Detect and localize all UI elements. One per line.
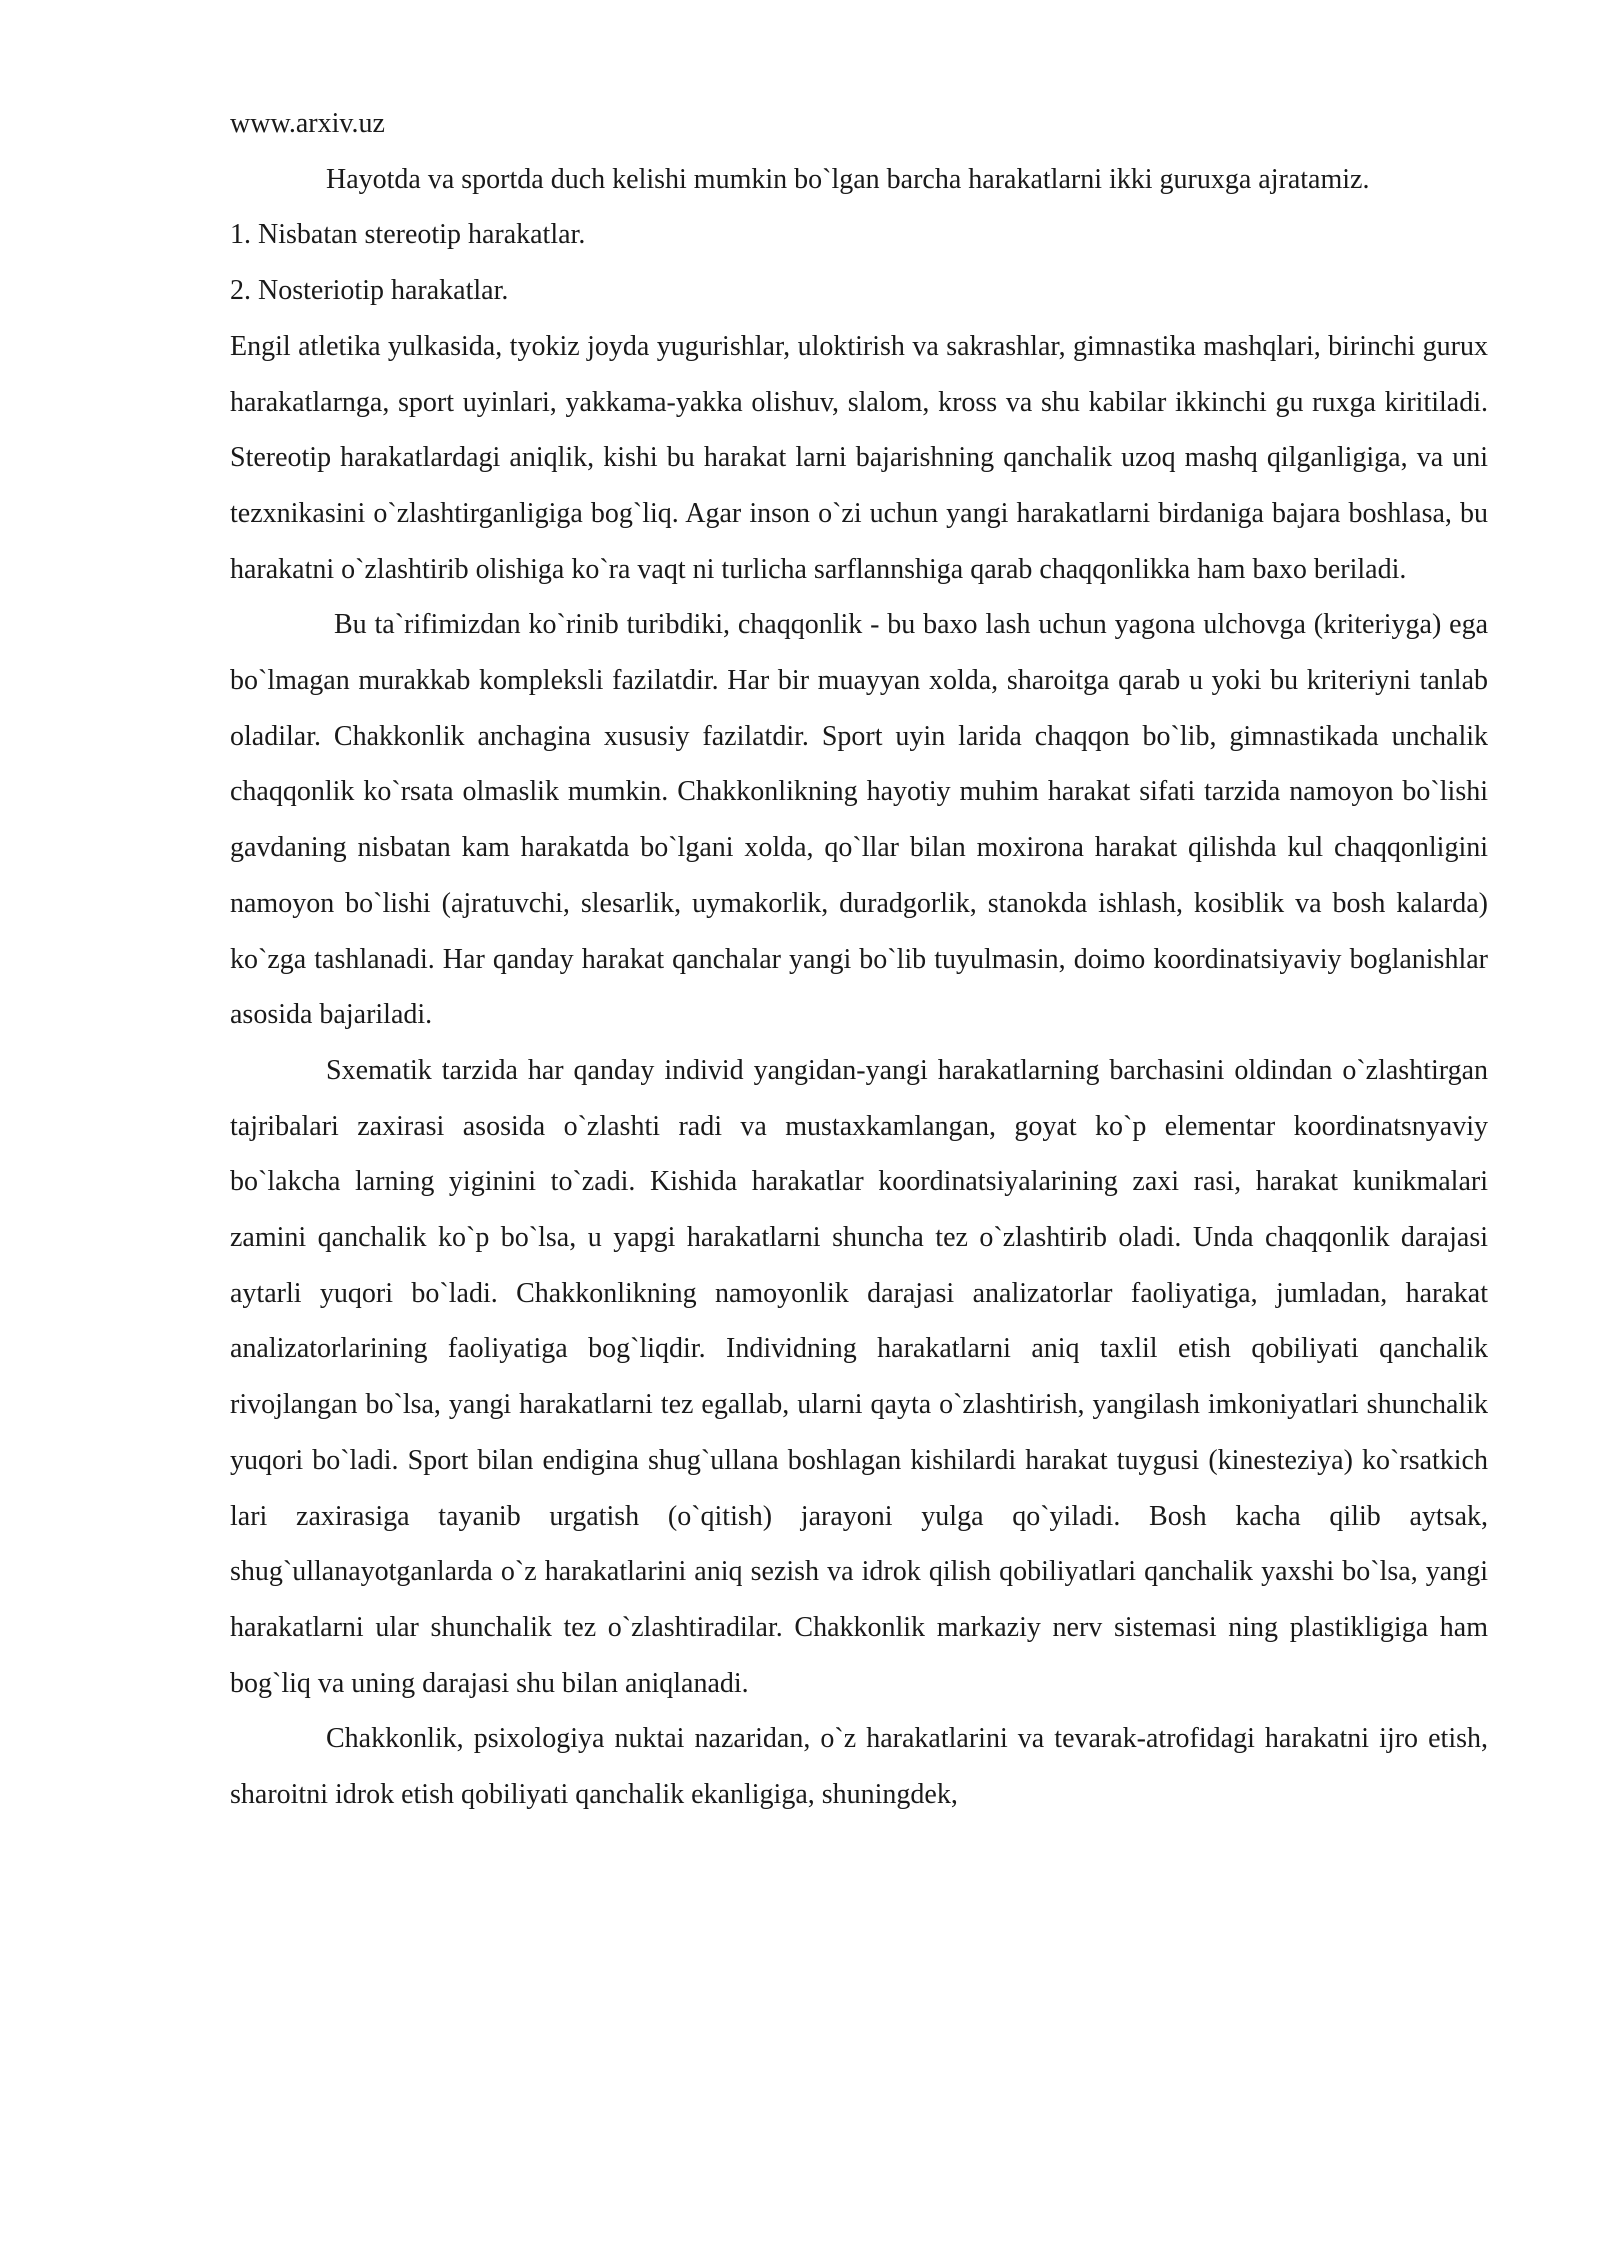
list-item-1: 1. Nisbatan stereotip harakatlar. [230, 219, 586, 251]
header-url: www.arxiv.uz [230, 108, 385, 139]
paragraph-definition: Bu ta`rifimizdan ko`rinib turibdiki, chaqqonlik - bu baxo lash uchun yagona ulchovga (kriteriyga) ega bo`lmagan murakkab kompleksli fazilatdir. Har bir muayyan xolda, sharoitga qarab u yoki bu kriteriyni tanlab oladilar. Chakkonlik anchagina xususiy fazilatdir. Sport uyin larida chaqqon bo`lib, gimnastikada unchalik chaqqonlik ko`rsata olmaslik mumkin. Chakkonlikning hayotiy muhim harakat sifati tarzida namoyon bo`lishi gavdaning nisbatan kam harakatda bo`lgani xolda, qo`llar bilan moxirona harakat qilishda kul chaqqonligini namoyon bo`lishi (ajratuvchi, slesarlik, uymakorlik, duradgorlik, stanokda ishlash, kosiblik va bosh kalarda) ko`zga tashlanadi. Har qanday harakat qanchalar yangi bo`lib tuyulmasin, doimo koordinatsiyaviy boglanishlar asosida bajariladi. [230, 609, 1488, 1031]
document-page [230, 96, 1488, 1823]
paragraph-psychology: Chakkonlik, psixologiya nuktai nazaridan, o`z harakatlarini va tevarak-atrofidagi harakatni ijro etish, sharoitni idrok etish qobiliyati qanchalik ekanligiga, shuningdek, [230, 1723, 1488, 1811]
paragraph-intro: Hayotda va sportda duch kelishi mumkin bo`lgan barcha harakatlarni ikki guruxga ajratamiz. [326, 163, 1370, 195]
paragraph-schematic: Sxematik tarzida har qanday individ yangidan-yangi harakatlarning barchasini oldindan o`zlashtirgan tajribalari zaxirasi asosida o`zlashti radi va mustaxkamlangan, goyat ko`p elementar koordinatsnyaviy bo`lakcha larning yiginini to`zadi. Kishida harakatlar koordinatsiyalarining zaxi rasi, harakat kunikmalari zamini qanchalik ko`p bo`lsa, u yapgi harakatlarni shuncha tez o`zlashtirib oladi. Unda chaqqonlik darajasi aytarli yuqori bo`ladi. Chakkonlikning namoyonlik darajasi analizatorlar faoliyatiga, jumladan, harakat analizatorlarining faoliyatiga bog`liqdir. Individning harakatlarni aniq taxlil etish qobiliyati qanchalik rivojlangan bo`lsa, yangi harakatlarni tez egallab, ularni qayta o`zlashtirish, yangilash imkoniyatlari shunchalik yuqori bo`ladi. Sport bilan endigina shug`ullana boshlagan kishilardi harakat tuygusi (kinesteziya) ko`rsatkich lari zaxirasiga tayanib urgatish (o`qitish) jarayoni yulga qo`yiladi. Bosh kacha qilib aytsak, shug`ullanayotganlarda o`z harakatlarini aniq sezish va idrok qilish qobiliyatlari qanchalik yaxshi bo`lsa, yangi harakatlarni ular shunchalik tez o`zlashtiradilar. Chakkonlik markaziy nerv sistemasi ning plastikligiga ham bog`liq va uning darajasi shu bilan aniqlanadi. [230, 1054, 1488, 1699]
paragraph-athletics: Engil atletika yulkasida, tyokiz joyda yugurishlar, uloktirish va sakrashlar, gimnastika mashqlari, birinchi gurux harakatlarnga, sport uyinlari, yakkama-yakka olishuv, slalom, kross va shu kabilar ikkinchi gu ruxga kiritiladi. Stereotip harakatlardagi aniqlik, kishi bu harakat larni bajarishning qanchalik uzoq mashq qilganligiga, va uni tezxnikasini o`zlashtirganligiga bog`liq. Agar inson o`zi uchun yangi harakatlarni birdaniga bajara boshlasa, bu harakatni o`zlashtirib olishiga ko`ra vaqt ni turlicha sarflannshiga qarab chaqqonlikka ham baxo beriladi. [230, 330, 1488, 585]
list-item-2: 2. Nosteriotip harakatlar. [230, 275, 509, 307]
